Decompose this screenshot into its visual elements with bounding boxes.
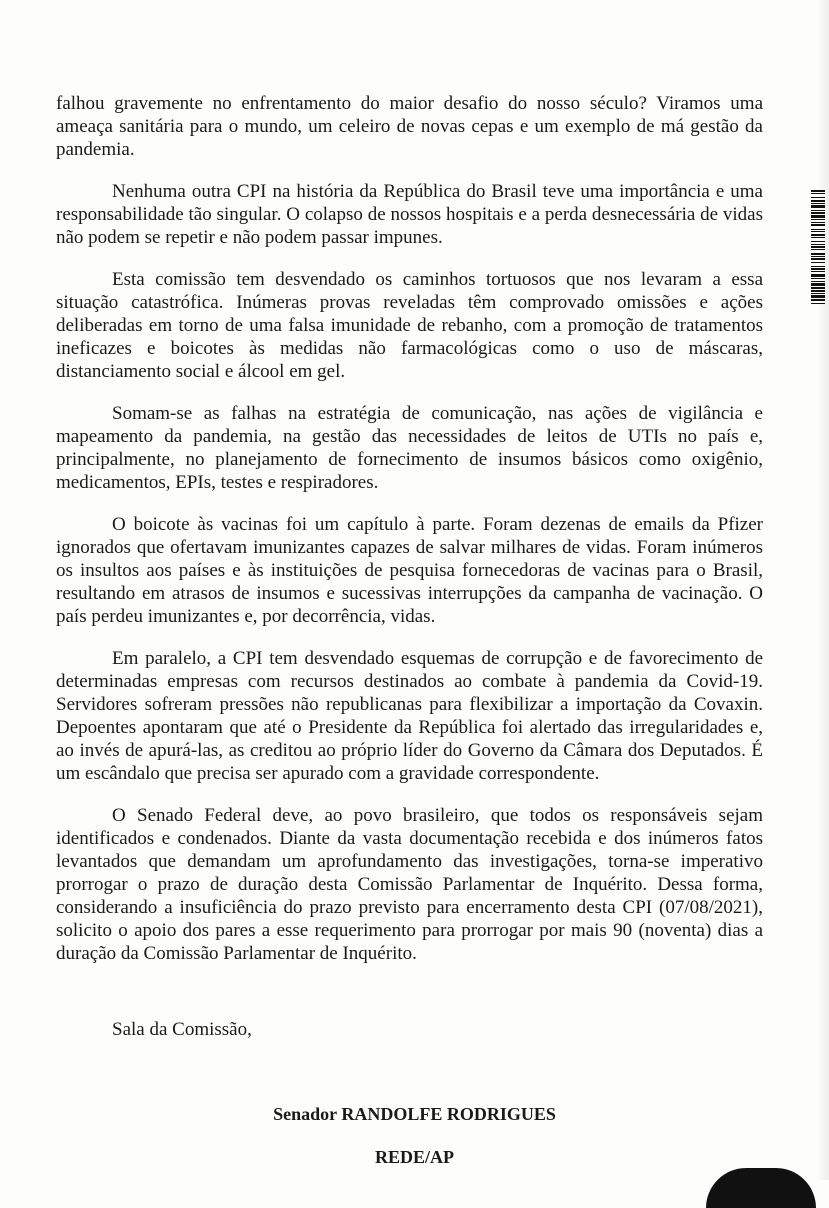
barcode-bar [811, 271, 825, 272]
barcode-bar [811, 229, 825, 230]
barcode-bar [811, 283, 825, 286]
barcode-bar [811, 303, 825, 304]
barcode-bar [811, 256, 825, 257]
paragraph-5: O boicote às vacinas foi um capítulo à parte. Foram dezenas de emails da Pfizer ignorados que ofertavam imunizantes capazes de salvar milhares de vidas. Foram inúmeros os insultos aos países e às instituições de pesquisa fornecedoras de vacinas para o Brasil, resultando em atrasos de insumos e sucessivas interrupções da campanha de vacinação. O país perdeu imunizantes e, por decorrência, vidas. [56, 514, 763, 627]
closing-line: Sala da Comissão, [112, 1019, 252, 1040]
barcode-bar [811, 219, 825, 220]
barcode-bar [811, 231, 825, 232]
paragraph-2: Nenhuma outra CPI na história da República do Brasil teve uma importância e uma responsabilidade tão singular. O colapso de nossos hospitais e a perda desnecessária de vidas não podem se repetir e não podem passar impunes. [56, 181, 763, 248]
paragraph-4: Somam-se as falhas na estratégia de comunicação, nas ações de vigilância e mapeamento da pandemia, na gestão das necessidades de leitos de UTIs no país e, principalmente, no planejamento de fornecimento de insumos básicos como oxigênio, medicamentos, EPIs, testes e respiradores. [56, 403, 763, 493]
barcode-bar [811, 268, 825, 270]
barcode-bar [811, 253, 825, 255]
document-body [56, 92, 763, 984]
barcode-bar [811, 203, 825, 204]
barcode-bar [811, 200, 825, 202]
barcode-bar [811, 224, 825, 226]
barcode-bar [811, 193, 825, 194]
barcode-bar [811, 274, 825, 277]
barcode-bar [811, 287, 825, 289]
barcode-bar [811, 197, 825, 198]
barcode-bar [811, 290, 825, 292]
barcode-bar [811, 258, 825, 260]
barcode-bar [811, 262, 825, 263]
paragraph-1: falhou gravemente no enfrentamento do maior desafio do nosso século? Viramos uma ameaça sanitária para o mundo, um celeiro de novas cepas e um exemplo de má gestão da pandemia. [56, 93, 763, 160]
barcode-bar [811, 293, 825, 294]
barcode-bar [811, 212, 825, 214]
barcode-bar [811, 299, 825, 301]
barcode-bar [811, 210, 825, 211]
signature-name: Senador RANDOLFE RODRIGUES [273, 1104, 556, 1124]
barcode-bar [811, 278, 825, 279]
barcode-bar [811, 205, 825, 208]
corner-object [706, 1168, 816, 1208]
barcode-bar [811, 246, 825, 248]
barcode-bar [811, 295, 825, 298]
barcode-bar [811, 237, 825, 238]
page-edge-shadow [817, 0, 829, 1180]
barcode-bar [811, 281, 825, 282]
barcode-bar [811, 241, 825, 242]
paragraph-7: O Senado Federal deve, ao povo brasileiro, que todos os responsáveis sejam identificados e condenados. Diante da vasta documentação recebida e dos inúmeros fatos levantados que demandam um aprofundamento das investigações, torna-se imperativo prorrogar o prazo de duração desta Comissão Parlamentar de Inquérito. Dessa forma, considerando a insuficiência do prazo previsto para encerramento desta CPI (07/08/2021), solicito o apoio dos pares a esse requerimento para prorrogar por mais 90 (noventa) dias a duração da Comissão Parlamentar de Inquérito. [56, 805, 763, 964]
barcode-bar [811, 190, 825, 192]
barcode-bar [811, 215, 825, 218]
barcode-bar [811, 234, 825, 236]
paragraph-3: Esta comissão tem desvendado os caminhos tortuosos que nos levaram a essa situação catastrófica. Inúmeras provas reveladas têm comprovado omissões e ações deliberadas em torno de uma falsa imunidade de rebanho, com a promoção de tratamentos ineficazes e boicotes às medidas não farmacológicas como o uso de máscaras, distanciamento social e álcool em gel. [56, 269, 763, 382]
barcode-bar [811, 244, 825, 245]
barcode-bar [811, 266, 825, 267]
barcode-bar [811, 222, 825, 223]
paragraph-6: Em paralelo, a CPI tem desvendado esquemas de corrupção e de favorecimento de determinadas empresas com recursos destinados ao combate à pandemia da Covid-19. Servidores sofreram pressões não republicanas para flexibilizar a importação da Covaxin. Depoentes apontaram que até o Presidente da República foi alertado das irregularidades e, ao invés de apurá-las, as creditou ao próprio líder do Governo da Câmara dos Deputados. É um escândalo que precisa ser apurado com a gravidade correspondente. [56, 648, 763, 784]
signature-party: REDE/AP [374, 1147, 454, 1167]
barcode-bar [811, 249, 825, 250]
barcode-icon [811, 190, 825, 404]
